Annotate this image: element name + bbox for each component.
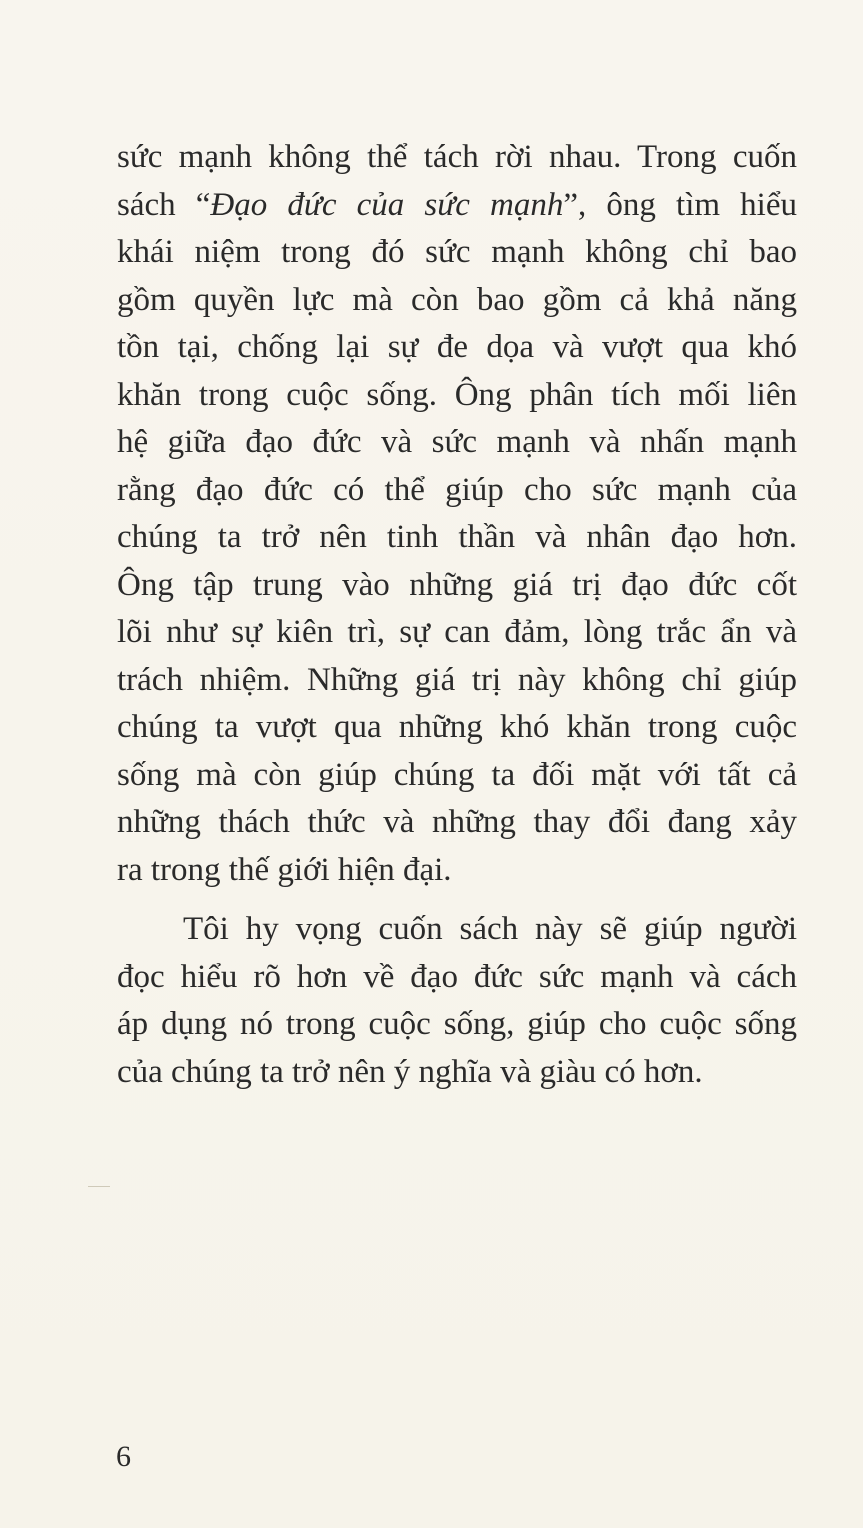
paper-mark bbox=[88, 1186, 110, 1187]
text-line: đọc hiểu rõ hơn về đạo đức sức mạnh và cách bbox=[117, 958, 797, 995]
text-segment: sách “ bbox=[117, 186, 211, 223]
text-line: Ông tập trung vào những giá trị đạo đức cốt bbox=[117, 566, 797, 603]
text-line: lõi như sự kiên trì, sự can đảm, lòng trắc ẩn và bbox=[117, 614, 797, 650]
text-line: của chúng ta trở nên ý nghĩa và giàu có hơn. bbox=[117, 1053, 703, 1090]
text-segment: ”, ông tìm hiểu bbox=[563, 186, 797, 223]
text-line: ra trong thế giới hiện đại. bbox=[117, 851, 452, 888]
text-line: sống mà còn giúp chúng ta đối mặt với tất cả bbox=[117, 756, 797, 793]
text-line: hệ giữa đạo đức và sức mạnh và nhấn mạnh bbox=[117, 424, 797, 460]
text-line: khăn trong cuộc sống. Ông phân tích mối liên bbox=[117, 376, 797, 413]
book-title: Đạo đức của sức mạnh bbox=[210, 186, 564, 223]
text-line-with-title bbox=[117, 182, 797, 230]
text-line: Tôi hy vọng cuốn sách này sẽ giúp người bbox=[183, 911, 797, 947]
text-line: tồn tại, chống lại sự đe dọa và vượt qua khó bbox=[117, 329, 797, 365]
text-line: khái niệm trong đó sức mạnh không chỉ bao bbox=[117, 234, 797, 270]
text-line: trách nhiệm. Những giá trị này không chỉ giúp bbox=[117, 661, 797, 698]
text-line: những thách thức và những thay đổi đang xảy bbox=[117, 804, 797, 840]
text-line: chúng ta trở nên tinh thần và nhân đạo hơn. bbox=[117, 519, 797, 555]
text-line: gồm quyền lực mà còn bao gồm cả khả năng bbox=[117, 281, 797, 318]
paragraph-gap bbox=[117, 894, 797, 906]
text-line: áp dụng nó trong cuộc sống, giúp cho cuộc sống bbox=[117, 1006, 797, 1042]
page-number: 6 bbox=[116, 1440, 131, 1473]
text-line: sức mạnh không thể tách rời nhau. Trong cuốn bbox=[117, 139, 797, 175]
text-line: chúng ta vượt qua những khó khăn trong cuộc bbox=[117, 709, 797, 745]
text-line: rằng đạo đức có thể giúp cho sức mạnh của bbox=[117, 471, 797, 508]
body-text bbox=[117, 134, 797, 1096]
